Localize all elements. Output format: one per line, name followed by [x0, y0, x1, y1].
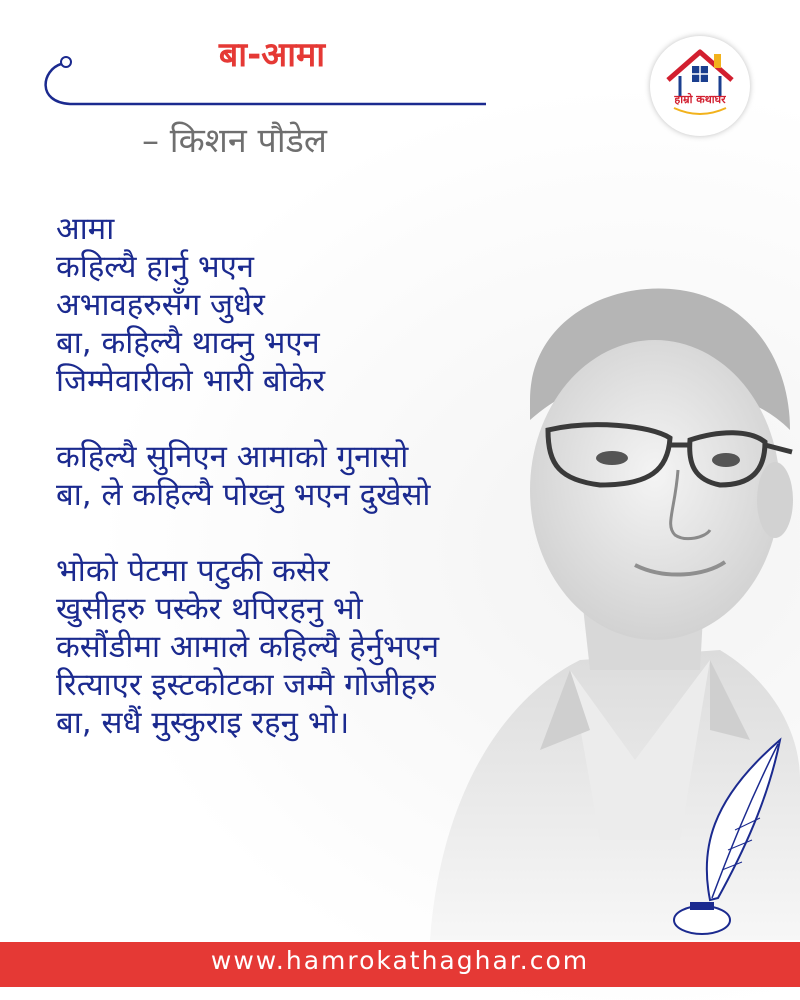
poem-stanza [56, 438, 576, 514]
website-link[interactable]: www.hamrokathaghar.com [210, 946, 590, 975]
poem-line: भोको पेटमा पटुकी कसेर [56, 553, 330, 589]
poem-line: बा, सधैं मुस्कुराइ रहनु भो। [56, 705, 350, 741]
ornament-dot [61, 57, 71, 67]
quill-inkpot-icon [640, 730, 790, 940]
poem-line: रित्याएर इस्टकोटका जम्मै गोजीहरु [56, 667, 436, 703]
poem-line: अभावहरुसँग जुधेर [56, 287, 265, 323]
author-name: – किशन पौडेल [142, 121, 327, 161]
house-logo-icon [650, 36, 750, 136]
site-logo [650, 36, 750, 136]
poem-line: खुसीहरु पस्केर थपिरहनु भो [56, 591, 363, 627]
poem-stanza [56, 210, 576, 400]
logo-text: हाम्रो कथाघर [674, 93, 726, 106]
poem-title: बा-आमा [218, 35, 326, 75]
poem-line: आमा [56, 211, 115, 247]
poem-stanza [56, 552, 576, 742]
poem-line: जिम्मेवारीको भारी बोकेर [56, 363, 326, 399]
inkpot [674, 906, 730, 934]
poem-line: कसौंडीमा आमाले कहिल्यै हेर्नुभएन [56, 629, 440, 665]
poem-line: कहिल्यै हार्नु भएन [56, 249, 254, 285]
poem-line: बा, ले कहिल्यै पोख्नु भएन दुखेसो [56, 477, 431, 513]
poem-body [56, 210, 576, 780]
poem-line: बा, कहिल्यै थाक्नु भएन [56, 325, 320, 361]
poem-line: कहिल्यै सुनिएन आमाको गुनासो [56, 439, 409, 475]
